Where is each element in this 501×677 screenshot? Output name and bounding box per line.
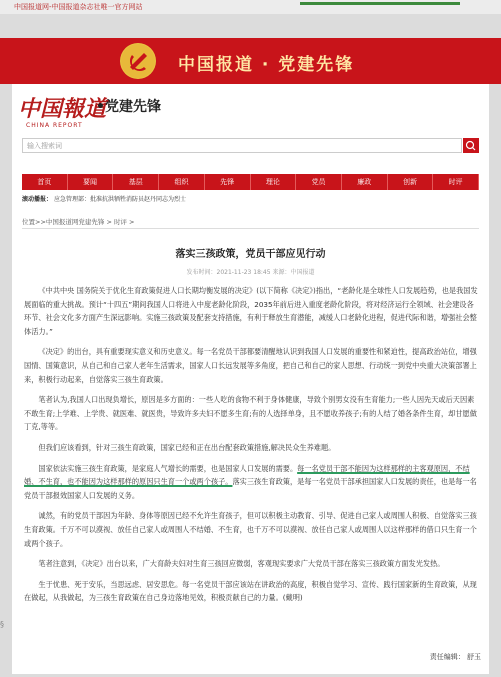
site-logo[interactable]: 中国報道	[18, 96, 107, 122]
search-input[interactable]: 输入搜索词	[22, 138, 462, 153]
paragraph: 《决定》的出台，具有重要现实意义和历史意义。每一名党员干部都要清醒地认识到我国人口发展的重要性和紧迫性，提高政治站位，增强国情、国策意识，从自己和自己家人老年生活需求，国家人口长远发展等多角度，把自己和自己的家人思想、行动统一到党中央重大决策部署上来，积极行动起来，自觉落实三孩生育政策。	[24, 347, 477, 384]
edge-glyph: §	[0, 620, 4, 629]
nav-item[interactable]: 党员	[296, 174, 342, 190]
paragraph: 笔者认为,我国人口出现负增长，原因是多方面的：一些人吃的食物不利于身体健康，导致个别男女没有生育能力;一些人因先天或后天因素不敢生育;上学难、上学贵、就医难、就医贵，导致许多夫妇不愿多生育;有的人选择单身，且不愿收养孩子;有的人结了婚各条件生育，却甘愿做丁克,等等。	[24, 395, 477, 432]
paragraph-text: 落实三孩生育政策，是每一名党员干部承担国家人口发展的责任，也是每一名党员干部报效国家人口发展的义务。	[24, 477, 477, 500]
highlighted-text: 每一名党员干部不能因为这样那样的主客观原因，不结婚、不生育，也不能因为这样那样的原因只生育一个或两个孩子。	[24, 463, 470, 487]
nav-item[interactable]: 时评	[433, 174, 479, 190]
article-body	[24, 284, 479, 612]
search-button[interactable]	[463, 138, 479, 153]
paragraph: 《中共中央 国务院关于优化生育政策促进人口长期均衡发展的决定》(以下简称《决定》)指出，“老龄化是全球性人口发展趋势，也是我国发展面临的重大挑战。预计“十四五”期间我国人口将进入中度老龄化阶段，2035年前后进入重度老龄化阶段，将对经济运行全领域、社会建设各环节、社会文化多方面产生深远影响。实施三孩政策及配套支持措施，有利于释放生育潜能，减缓人口老龄化进程，促进代际和谐，增强社会整体活力。”	[24, 286, 478, 336]
main-nav	[22, 174, 479, 190]
site-slogan: 中国报道网-中国报道杂志社唯一官方网站	[14, 3, 143, 11]
paragraph: 诚然，有的党员干部因为年龄、身体等原因已经不允许生育孩子，但可以积极主动教育、引导、促进自己家人或周围人积极、自觉落实三孩生育政策。千万不可以漠视、放任自己家人或周围人不结婚、不生育，也千万不可以漠视、放任自己家人或周围人以这样那样的借口只生育一个或两个孩子。	[24, 511, 477, 548]
party-banner	[0, 38, 501, 84]
nav-item[interactable]: 先锋	[205, 174, 251, 190]
site-logo-subtitle: CHINA REPORT	[26, 122, 83, 129]
ticker-text[interactable]: 应急管理部：批准抗洪牺牲消防员赵丹同志为烈士	[53, 196, 186, 203]
nav-item[interactable]: 组织	[159, 174, 205, 190]
paragraph	[24, 462, 479, 503]
article-meta: 发布时间：2021-11-23 18:45 来源：中国报道	[186, 269, 315, 276]
breadcrumb[interactable]: 位置>>中国报道网党建先锋 > 时评 >	[22, 218, 135, 226]
nav-item[interactable]: 要闻	[68, 174, 114, 190]
section-name: •党建先锋	[96, 99, 161, 115]
paragraph: 但我们应该看到，针对三孩生育政策，国家已经和正在出台配套政策措施,解决民众生养难题。	[38, 442, 336, 452]
nav-item[interactable]: 创新	[388, 174, 434, 190]
article-page	[12, 84, 489, 674]
article-title: 落实三孩政策，党员干部应见行动	[175, 249, 326, 260]
paragraph-text: 国家依法实施三孩生育政策，是家庭人气增长的需要，也是国家人口发展的需要。	[38, 463, 298, 473]
nav-item[interactable]: 廉政	[342, 174, 388, 190]
banner-title: 中国报道 · 党建先锋	[178, 55, 355, 75]
paragraph: 笔者注意到，《决定》出台以来，广大育龄夫妇对生育三孩回应微弱，客观现实要求广大党员干部在落实三孩政策方面发光发热。	[38, 559, 445, 569]
news-ticker	[22, 194, 479, 206]
nav-item[interactable]: 理论	[251, 174, 297, 190]
editor-credit: 责任编辑： 舒玉	[429, 653, 481, 661]
nav-item[interactable]: 基层	[113, 174, 159, 190]
ticker-label: 滚动播报：	[22, 196, 53, 203]
paragraph: 生于忧患、死于安乐，当思远虑、居安思危。每一名党员干部应该站在讲政治的高度，积极自觉学习、宣传、践行国家新的生育政策，从现在做起，从我做起，为三孩生育政策在自己身边落地见效，积极贡献自己的力量。(戴明)	[24, 579, 477, 603]
party-emblem-icon	[120, 43, 156, 79]
annotation-stroke	[300, 2, 460, 5]
nav-item[interactable]: 首页	[22, 174, 68, 190]
search-icon	[463, 138, 479, 153]
divider	[22, 228, 479, 229]
